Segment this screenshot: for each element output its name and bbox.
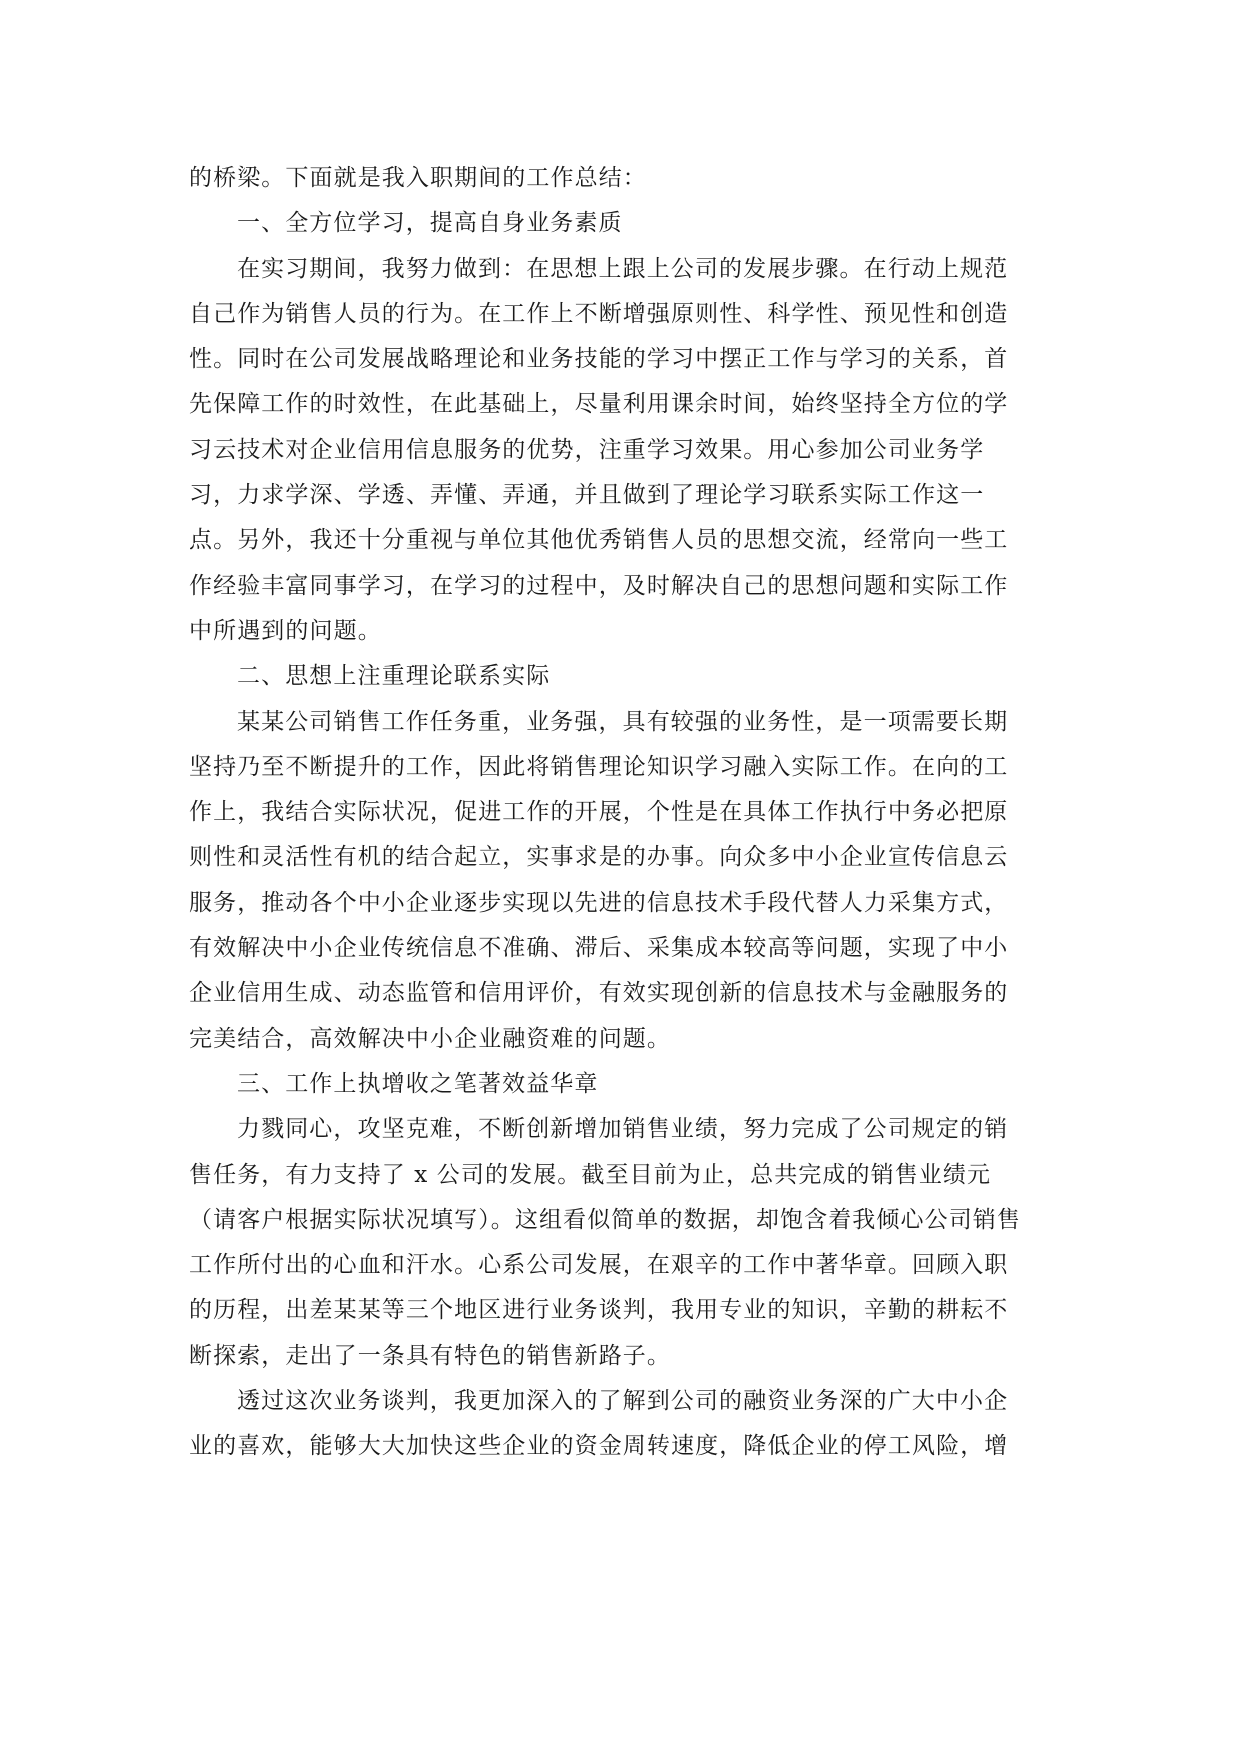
text-line: 习云技术对企业信用信息服务的优势，注重学习效果。用心参加公司业务学: [189, 436, 985, 463]
text-line: 在实习期间，我努力做到：在思想上跟上公司的发展步骤。在行动上规范: [237, 255, 1009, 282]
section-heading-line: 三、工作上执增收之笔著效益华章: [237, 1070, 599, 1097]
text-line: 工作所付出的心血和汗水。心系公司发展，在艰辛的工作中著华章。回顾入职: [189, 1252, 1009, 1279]
text-line: 习，力求学深、学透、弄懂、弄通，并且做到了理论学习联系实际工作这一: [189, 482, 985, 509]
text-line: 则性和灵活性有机的结合起立，实事求是的办事。向众多中小企业宣传信息云: [189, 844, 1009, 871]
text-line: （请客户根据实际状况填写）。这组看似简单的数据，却饱含着我倾心公司销售: [189, 1206, 1021, 1233]
text-line: 某某公司销售工作任务重，业务强，具有较强的业务性，是一项需要长期: [237, 708, 1009, 735]
text-line: 业的喜欢，能够大大加快这些企业的资金周转速度，降低企业的停工风险，增: [189, 1433, 1009, 1460]
text-line: 点。另外，我还十分重视与单位其他优秀销售人员的思想交流，经常向一些工: [189, 527, 1009, 554]
text-line: 透过这次业务谈判，我更加深入的了解到公司的融资业务深的广大中小企: [237, 1388, 1009, 1415]
text-line: 力戮同心，攻坚克难，不断创新增加销售业绩，努力完成了公司规定的销: [237, 1116, 1009, 1143]
text-line: 完美结合，高效解决中小企业融资难的问题。: [189, 1025, 671, 1052]
text-line: 先保障工作的时效性，在此基础上，尽量利用课余时间，始终坚持全方位的学: [189, 391, 1009, 418]
text-line: 的历程，出差某某等三个地区进行业务谈判，我用专业的知识，辛勤的耕耘不: [189, 1297, 1009, 1324]
text-line: 坚持乃至不断提升的工作，因此将销售理论知识学习融入实际工作。在向的工: [189, 753, 1009, 780]
text-line: 有效解决中小企业传统信息不准确、滞后、采集成本较高等问题，实现了中小: [189, 935, 1009, 962]
text-line: 服务，推动各个中小企业逐步实现以先进的信息技术手段代替人力采集方式，: [189, 889, 1009, 916]
text-line: 售任务，有力支持了 x 公司的发展。截至目前为止，总共完成的销售业绩元: [189, 1161, 992, 1188]
text-line: 中所遇到的问题。: [189, 617, 382, 644]
text-line: 作上，我结合实际状况，促进工作的开展，个性是在具体工作执行中务必把原: [189, 799, 1009, 826]
text-line: 断探索，走出了一条具有特色的销售新路子。: [189, 1342, 671, 1369]
text-line: 性。同时在公司发展战略理论和业务技能的学习中摆正工作与学习的关系，首: [189, 346, 1009, 373]
section-heading-line: 二、思想上注重理论联系实际: [237, 663, 551, 690]
text-line: 企业信用生成、动态监管和信用评价，有效实现创新的信息技术与金融服务的: [189, 980, 1009, 1007]
text-line: 的桥梁。下面就是我入职期间的工作总结：: [189, 165, 647, 191]
text-line: 自己作为销售人员的行为。在工作上不断增强原则性、科学性、预见性和创造: [189, 300, 1009, 327]
section-heading-line: 一、全方位学习，提高自身业务素质: [237, 210, 623, 237]
document-body: [189, 156, 1049, 1470]
text-line: 作经验丰富同事学习，在学习的过程中，及时解决自己的思想问题和实际工作: [189, 572, 1009, 599]
